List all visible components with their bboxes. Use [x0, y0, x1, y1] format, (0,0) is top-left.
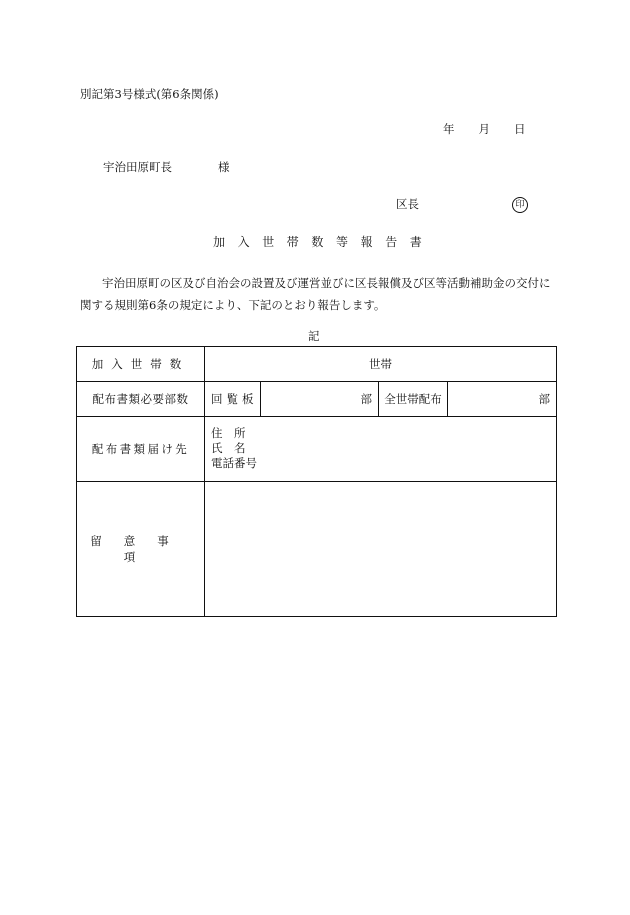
- name-label: 氏 名: [211, 441, 246, 455]
- date-line: [443, 124, 526, 136]
- address-label: 住 所: [211, 426, 246, 440]
- kairan-label: 回覧板: [205, 382, 261, 416]
- addressee: [103, 162, 230, 174]
- phone-label: 電話番号: [211, 456, 257, 470]
- addressee-name: 宇治田原町長: [103, 160, 172, 174]
- addressee-honorific: 様: [218, 160, 230, 174]
- households-label: 加入世帯数: [91, 357, 190, 371]
- notes-field[interactable]: [205, 482, 557, 617]
- households-field[interactable]: [205, 347, 557, 382]
- table-row-notes: [77, 482, 557, 617]
- table-row-delivery: [77, 417, 557, 482]
- all-households-count-field[interactable]: [448, 382, 556, 416]
- year-label: 年: [443, 122, 455, 136]
- day-label: 日: [514, 122, 526, 136]
- notes-label: 留意事項: [90, 534, 191, 564]
- copies-label: 配布書類必要部数: [92, 392, 189, 406]
- seal-mark: 印: [512, 197, 528, 213]
- form-number-label: 別記第3号様式(第6条関係): [80, 87, 219, 101]
- body-paragraph: 宇治田原町の区及び自治会の設置及び運営並びに区長報償及び区等活動補助金の交付に関する規則第6条の規定により、下記のとおり報告します。: [80, 276, 551, 312]
- all-households-label: 全世帯配布: [379, 382, 448, 416]
- delivery-label: 配布書類届け先: [91, 442, 190, 456]
- report-table: [76, 346, 557, 617]
- table-row-copies: [77, 382, 557, 417]
- table-row-households: [77, 347, 557, 382]
- kairan-unit: 部: [360, 392, 372, 406]
- ward-head-label: 区長: [396, 197, 419, 211]
- delivery-field[interactable]: [205, 417, 557, 482]
- households-unit: 世帯: [369, 357, 392, 371]
- month-label: 月: [478, 122, 490, 136]
- ki-heading: 記: [308, 329, 320, 343]
- all-households-unit: 部: [538, 392, 550, 406]
- kairan-count-field[interactable]: [261, 382, 379, 416]
- document-title: 加入世帯数等報告書: [213, 235, 435, 249]
